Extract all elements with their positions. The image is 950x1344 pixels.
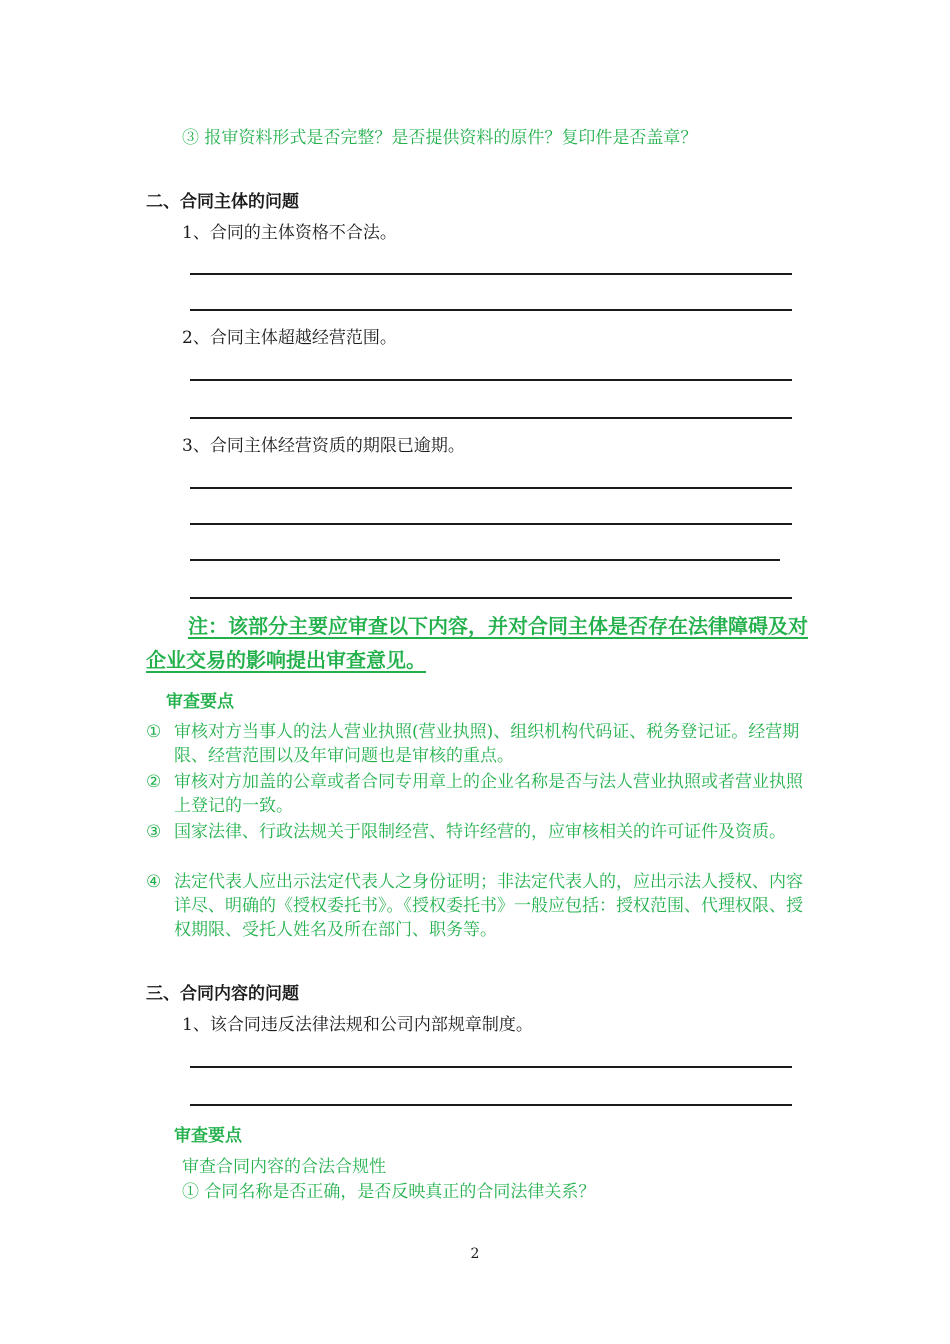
- point-number: ③: [146, 822, 162, 842]
- point-number: ①: [146, 722, 162, 742]
- section-heading: 二、合同主体的问题: [146, 192, 299, 212]
- question-1: 1、该合同违反法律法规和公司内部规章制度。: [182, 1015, 533, 1035]
- answer-line: [190, 273, 792, 275]
- page-number: 2: [470, 1246, 480, 1262]
- question-3: 3、合同主体经营资质的期限已逾期。: [182, 436, 465, 456]
- review-note: 注：该部分主要应审查以下内容，并对合同主体是否存在法律障碍及对企业交易的影响提出审查意见。: [146, 614, 808, 672]
- review-point: [146, 820, 816, 844]
- point-text: 国家法律、行政法规关于限制经营、特许经营的，应审核相关的许可证件及资质。: [174, 822, 786, 842]
- answer-line: [190, 1104, 792, 1106]
- point-number: ④: [146, 872, 162, 892]
- section-heading: 三、合同内容的问题: [146, 984, 299, 1004]
- point-text: 审核对方当事人的法人营业执照(营业执照)、组织机构代码证、税务登记证。经营期限、经营范围以及年审问题也是审核的重点。: [174, 722, 800, 766]
- answer-line: [190, 487, 792, 489]
- answer-line: [190, 559, 780, 561]
- review-point: [146, 720, 816, 768]
- point-number: ②: [146, 772, 162, 792]
- answer-line: [190, 523, 792, 525]
- review-points-title: 审查要点: [174, 1126, 242, 1146]
- answer-line: [190, 309, 792, 311]
- question-2: 2、合同主体超越经营范围。: [182, 328, 397, 348]
- answer-line: [190, 597, 792, 599]
- review-subtitle: 审查合同内容的合法合规性: [182, 1157, 386, 1177]
- review-item-3: ③ 报审资料形式是否完整？是否提供资料的原件？复印件是否盖章？: [182, 128, 698, 148]
- point-text: 审核对方加盖的公章或者合同专用章上的企业名称是否与法人营业执照或者营业执照上登记的一致。: [174, 772, 803, 816]
- answer-line: [190, 1066, 792, 1068]
- review-point: [146, 770, 816, 818]
- answer-line: [190, 417, 792, 419]
- review-point: [146, 870, 816, 942]
- review-points-title: 审查要点: [166, 692, 234, 712]
- answer-line: [190, 379, 792, 381]
- review-point: ① 合同名称是否正确，是否反映真正的合同法律关系？: [182, 1182, 596, 1202]
- question-1: 1、合同的主体资格不合法。: [182, 223, 397, 243]
- point-text: 法定代表人应出示法定代表人之身份证明；非法定代表人的，应出示法人授权、内容详尽、明确的《授权委托书》。《授权委托书》一般应包括：授权范围、代理权限、授权期限、受托人姓名及所在部门、职务等。: [174, 872, 803, 940]
